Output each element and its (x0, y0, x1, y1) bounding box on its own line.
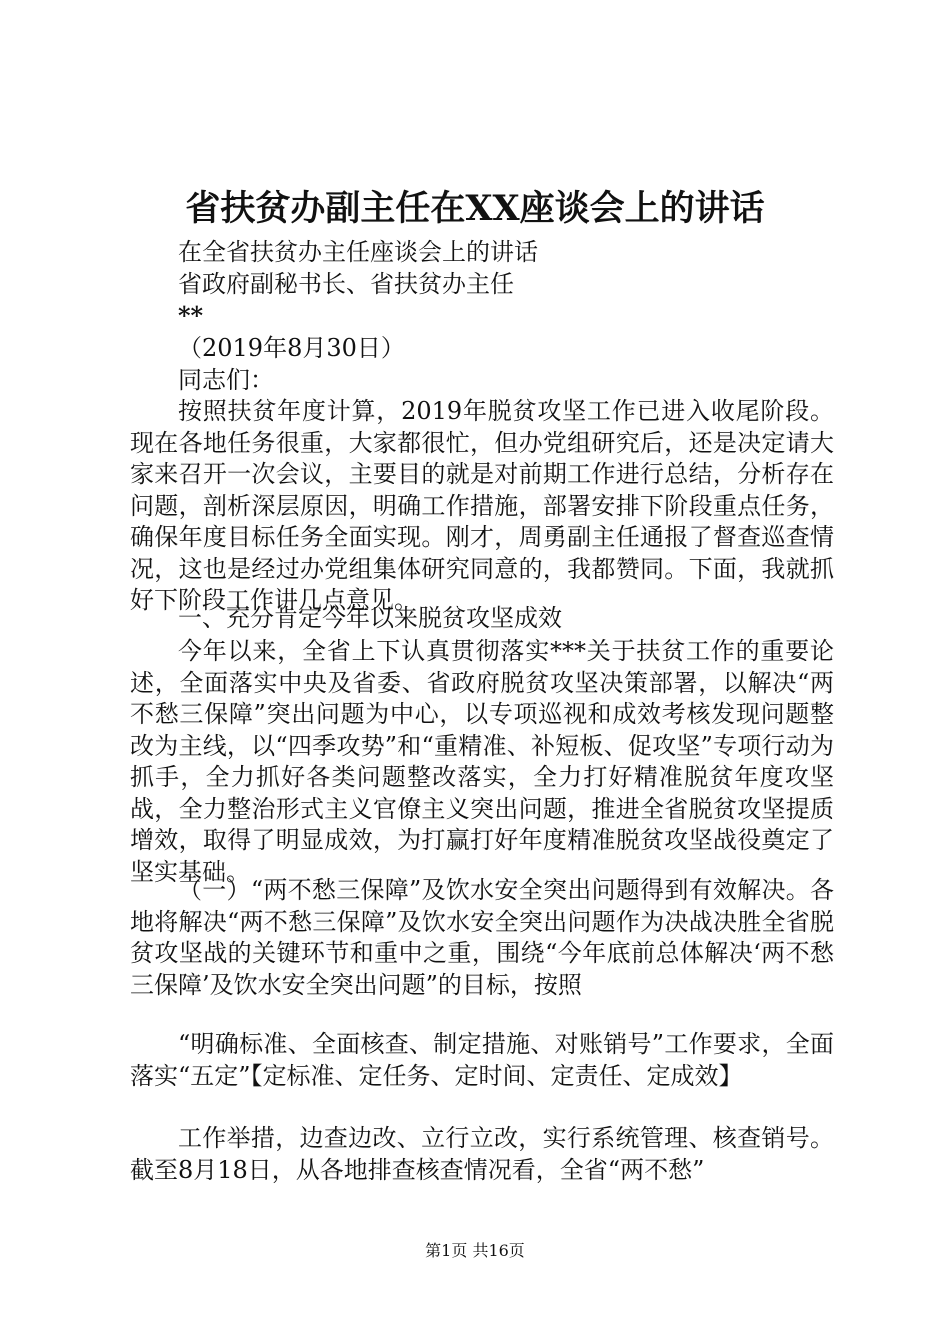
paragraph-measures: 工作举措，边查边改、立行立改，实行系统管理、核查销号。截至8月18日，从各地排查核查情况看，全省“两不愁” (130, 1124, 834, 1184)
section-heading-1: 一、充分肯定今年以来脱贫攻坚成效 (178, 604, 562, 632)
paragraph-intro: 按照扶贫年度计算，2019年脱贫攻坚工作已进入收尾阶段。现在各地任务很重，大家都很忙，但办党组研究后，还是决定请大家来召开一次会议，主要目的就是对前期工作进行总结，分析存在问题，剖析深层原因，明确工作措施，部署安排下阶段重点任务，确保年度目标任务全面实现。刚才，周勇副主任通报了督查巡查情况，这也是经过办党组集体研究同意的，我都赞同。下面，我就抓好下阶段工作讲几点意见。 (130, 397, 834, 614)
paragraph-requirements: “明确标准、全面核查、制定措施、对账销号”工作要求，全面落实“五定”【定标准、定任务、定时间、定责任、定成效】 (130, 1030, 834, 1090)
document-title: 省扶贫办副主任在XX座谈会上的讲话 (185, 188, 765, 229)
page-indicator: 第1页 共16页 (425, 1241, 525, 1260)
speaker-name: ** (178, 301, 204, 330)
speaker-position: 省政府副秘书长、省扶贫办主任 (178, 270, 514, 298)
salutation: 同志们： (178, 366, 274, 394)
subsection-heading-1: （一）“两不愁三保障”及饮水安全突出问题得到有效解决。各地将解决“两不愁三保障”及饮水安全突出问题作为决战决胜全省脱贫攻坚战的关键环节和重中之重，围绕“今年底前总体解决‘两不愁三保障’及饮水安全突出问题”的目标，按照 (130, 876, 834, 999)
paragraph-achievements: 今年以来，全省上下认真贯彻落实***关于扶贫工作的重要论述，全面落实中央及省委、省政府脱贫攻坚决策部署，以解决“两不愁三保障”突出问题为中心，以专项巡视和成效考核发现问题整改为主线，以“四季攻势”和“重精准、补短板、促攻坚”专项行动为抓手，全力抓好各类问题整改落实，全力打好精准脱贫年度攻坚战，全力整治形式主义官僚主义突出问题，推进全省脱贫攻坚提质增效，取得了明显成效，为打赢打好年度精准脱贫攻坚战役奠定了坚实基础。 (130, 637, 834, 886)
speech-subtitle: 在全省扶贫办主任座谈会上的讲话 (178, 238, 538, 266)
speech-date: （2019年8月30日） (178, 334, 405, 362)
